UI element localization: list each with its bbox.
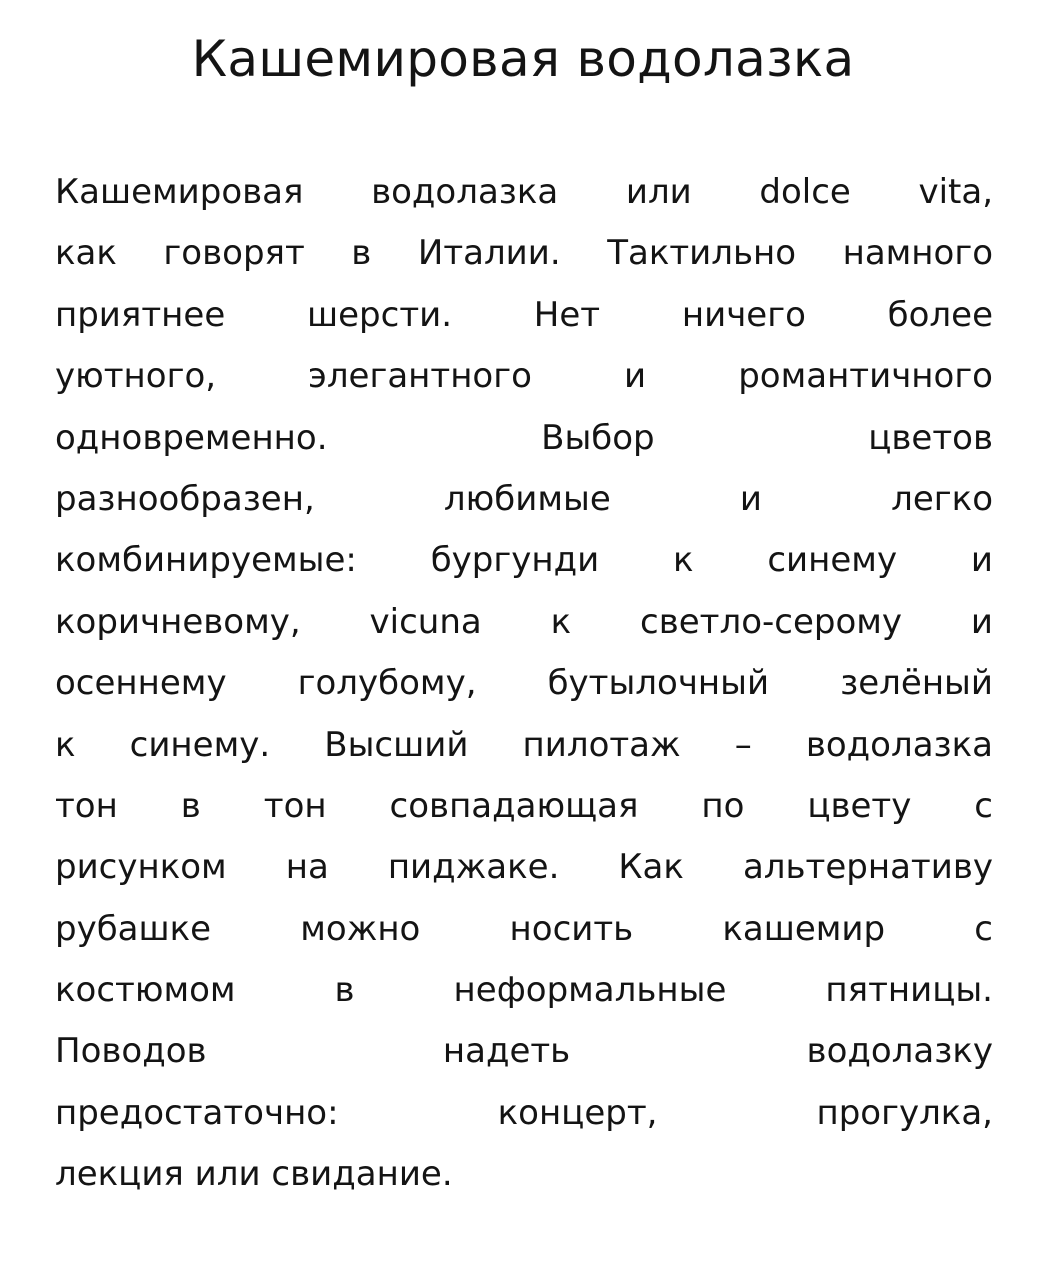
body-line: предостаточно: концерт, прогулка,: [55, 1092, 993, 1133]
body-line: Кашемировая водолазка или dolce vita,: [55, 172, 993, 212]
body-line: костюмом в неформальные пятницы.: [55, 970, 993, 1011]
body-line: рубашке можно носить кашемир с: [55, 908, 993, 949]
body-line: рисунком на пиджаке. Как альтернативу: [55, 847, 993, 888]
body-line: коричневому, vicuna к светло-серому и: [55, 601, 993, 642]
body-line: уютного, элегантного и романтичного: [55, 356, 993, 397]
body-line: приятнее шерсти. Нет ничего более: [55, 294, 993, 335]
article-title: Кашемировая водолазка: [191, 30, 855, 88]
body-line: осеннему голубому, бутылочный зелёный: [55, 663, 993, 704]
body-line: одновременно. Выбор цветов: [55, 417, 993, 458]
body-line: разнообразен, любимые и легко: [55, 478, 993, 519]
body-line: тон в тон совпадающая по цвету с: [55, 785, 993, 826]
body-line: как говорят в Италии. Тактильно намного: [55, 233, 993, 274]
body-line: Поводов надеть водолазку: [55, 1031, 993, 1072]
body-line: лекция или свидание.: [55, 1154, 453, 1195]
body-line: к синему. Высший пилотаж – водолазка: [55, 724, 993, 765]
body-line: комбинируемые: бургунди к синему и: [55, 540, 993, 581]
article-body: [55, 162, 993, 1206]
